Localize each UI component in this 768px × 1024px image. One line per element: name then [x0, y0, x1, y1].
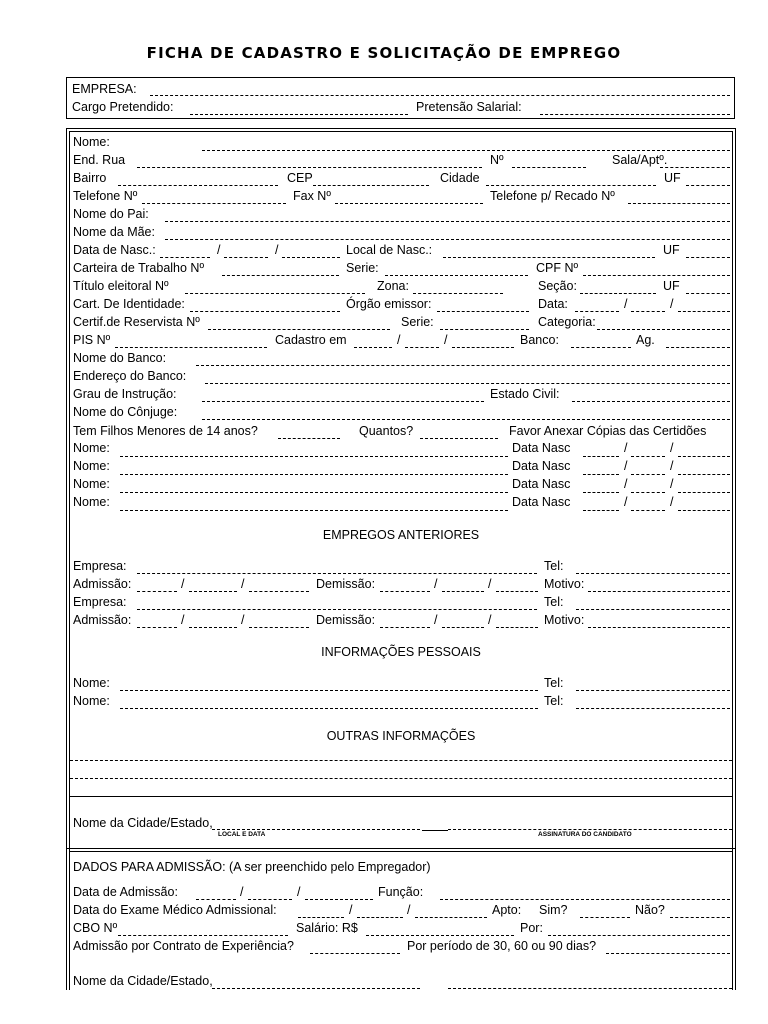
frame-right — [735, 128, 736, 990]
father-name-field[interactable] — [165, 221, 730, 222]
birthplace-label: Local de Nasc.: — [346, 243, 433, 257]
prev-company-phone-field[interactable] — [576, 609, 730, 610]
termination-date-label: Demissão: — [316, 577, 376, 591]
prev-company-phone-field[interactable] — [576, 573, 730, 574]
date-separator: / — [670, 459, 674, 473]
bank-field[interactable] — [571, 347, 631, 348]
hire-month-field[interactable] — [189, 591, 237, 592]
frame-right-inner — [732, 131, 733, 990]
termination-year-field[interactable] — [496, 627, 538, 628]
child-name-field[interactable] — [120, 474, 508, 475]
form-title: FICHA DE CADASTRO E SOLICITAÇÃO DE EMPREGO — [146, 44, 622, 62]
issuing-agency-field[interactable] — [437, 311, 529, 312]
child-name-field[interactable] — [120, 492, 508, 493]
hire-date-label: Admissão: — [73, 577, 132, 591]
candidate-name-field[interactable] — [202, 150, 730, 151]
date-separator: / — [434, 577, 438, 591]
child-birth-label: Data Nasc — [512, 441, 571, 455]
termination-year-field[interactable] — [496, 591, 538, 592]
termination-month-field[interactable] — [442, 591, 484, 592]
date-separator: / — [434, 613, 438, 627]
trial-period-label: Por período de 30, 60 ou 90 dias? — [407, 939, 597, 953]
agency-field[interactable] — [666, 347, 730, 348]
admission-year-field[interactable] — [305, 899, 373, 900]
salary-expectation-field[interactable] — [540, 114, 730, 115]
leaving-reason-field[interactable] — [588, 591, 730, 592]
birth-year-field[interactable] — [282, 257, 340, 258]
leaving-reason-label: Motivo: — [544, 577, 585, 591]
phone-field[interactable] — [142, 203, 286, 204]
reference-phone-label: Tel: — [544, 694, 564, 708]
frame-top — [66, 128, 736, 129]
salary-label: Salário: R$ — [296, 921, 358, 935]
child-birth-month-field[interactable] — [631, 474, 665, 475]
registered-year-field[interactable] — [452, 347, 514, 348]
prev-company-phone-label: Tel: — [544, 595, 564, 609]
voter-zone-field[interactable] — [413, 293, 503, 294]
company-field[interactable] — [150, 95, 730, 96]
identity-card-label: Cart. De Identidade: — [73, 297, 185, 311]
district-field[interactable] — [118, 185, 278, 186]
city-state-label: Nome da Cidade/Estado, — [73, 816, 213, 830]
military-category-label: Categoria: — [538, 315, 596, 329]
cbo-label: CBO Nº — [73, 921, 118, 935]
child-birth-day-field[interactable] — [583, 456, 619, 457]
date-separator: / — [241, 577, 245, 591]
voter-id-label: Título eleitoral Nº — [73, 279, 169, 293]
candidate-name-label: Nome: — [73, 135, 110, 149]
street-field[interactable] — [137, 167, 482, 168]
military-cert-field[interactable] — [208, 329, 390, 330]
reference-name-field[interactable] — [120, 690, 538, 691]
marital-status-label: Estado Civil: — [490, 387, 560, 401]
desired-position-field[interactable] — [190, 114, 408, 115]
child-birth-day-field[interactable] — [583, 474, 619, 475]
issue-day-field[interactable] — [575, 311, 619, 312]
job-function-field[interactable] — [440, 899, 730, 900]
child-name-label: Nome: — [73, 477, 110, 491]
frame-top-inner — [69, 131, 733, 132]
birth-state-field[interactable] — [686, 257, 730, 258]
date-separator: / — [624, 477, 628, 491]
date-separator: / — [488, 613, 492, 627]
fit-yes-field[interactable] — [580, 917, 630, 918]
reference-name-field[interactable] — [120, 708, 538, 709]
date-separator: / — [670, 297, 674, 311]
voter-zone-label: Zona: — [377, 279, 409, 293]
prev-company-label: Empresa: — [73, 559, 127, 573]
work-card-series-label: Serie: — [346, 261, 379, 275]
education-label: Grau de Instrução: — [73, 387, 177, 401]
salary-expectation-label: Pretensão Salarial: — [416, 100, 522, 114]
date-separator: / — [397, 333, 401, 347]
date-separator: / — [624, 441, 628, 455]
message-phone-field[interactable] — [628, 203, 730, 204]
admission-data-heading: DADOS PARA ADMISSÃO: (A ser preenchido pelo Empregador) — [73, 860, 431, 874]
bank-name-field[interactable] — [196, 365, 730, 366]
apartment-field[interactable] — [660, 167, 730, 168]
voter-id-field[interactable] — [185, 293, 365, 294]
date-separator: / — [181, 613, 185, 627]
number-label: Nº — [490, 153, 504, 167]
date-separator: / — [181, 577, 185, 591]
short-rule — [422, 830, 448, 831]
bank-address-label: Endereço do Banco: — [73, 369, 187, 383]
voter-state-label: UF — [663, 279, 680, 293]
child-birth-day-field[interactable] — [583, 510, 619, 511]
hire-year-field[interactable] — [249, 627, 309, 628]
identity-card-field[interactable] — [190, 311, 340, 312]
previous-jobs-heading: EMPREGOS ANTERIORES — [322, 528, 480, 542]
place-date-caption: LOCAL E DATA — [218, 831, 266, 838]
spouse-name-field[interactable] — [202, 419, 730, 420]
candidate-signature-caption: ASSINATURA DO CANDIDATO — [538, 831, 632, 838]
child-name-label: Nome: — [73, 495, 110, 509]
birth-day-field[interactable] — [160, 257, 210, 258]
date-separator: / — [670, 441, 674, 455]
leaving-reason-label: Motivo: — [544, 613, 585, 627]
fit-no-field[interactable] — [670, 917, 730, 918]
salary-field[interactable] — [366, 935, 514, 936]
cpf-label: CPF Nº — [536, 261, 579, 275]
section-divider-inner — [69, 851, 733, 852]
date-separator: / — [241, 613, 245, 627]
education-field[interactable] — [202, 401, 484, 402]
child-birth-month-field[interactable] — [631, 456, 665, 457]
attach-certificates-note: Favor Anexar Cópias das Certidões — [509, 424, 707, 438]
registered-on-label: Cadastro em — [275, 333, 347, 347]
birth-date-label: Data de Nasc.: — [73, 243, 156, 257]
cpf-field[interactable] — [583, 275, 730, 276]
issue-date-label: Data: — [538, 297, 568, 311]
bank-address-field[interactable] — [205, 383, 730, 384]
pis-field[interactable] — [115, 347, 267, 348]
section-divider — [69, 796, 733, 797]
date-separator: / — [670, 495, 674, 509]
termination-day-field[interactable] — [380, 591, 430, 592]
frame-left — [66, 128, 67, 990]
prev-company-phone-label: Tel: — [544, 559, 564, 573]
fax-field[interactable] — [335, 203, 483, 204]
cbo-field[interactable] — [118, 935, 288, 936]
trial-period-field[interactable] — [606, 953, 730, 954]
military-series-field[interactable] — [440, 329, 529, 330]
employer-signature-field[interactable] — [448, 988, 732, 989]
child-birth-month-field[interactable] — [631, 510, 665, 511]
date-separator: / — [444, 333, 448, 347]
date-separator: / — [624, 459, 628, 473]
voter-section-field[interactable] — [580, 293, 656, 294]
hire-month-field[interactable] — [189, 627, 237, 628]
personal-references-heading: INFORMAÇÕES PESSOAIS — [321, 645, 481, 659]
phone-label: Telefone Nº — [73, 189, 138, 203]
termination-day-field[interactable] — [380, 627, 430, 628]
bank-label: Banco: — [520, 333, 559, 347]
marital-status-field[interactable] — [572, 401, 730, 402]
child-name-label: Nome: — [73, 441, 110, 455]
desired-position-label: Cargo Pretendido: — [72, 100, 174, 114]
exam-month-field[interactable] — [357, 917, 403, 918]
zip-label: CEP — [287, 171, 313, 185]
children-answer-field[interactable] — [278, 438, 340, 439]
city-label: Cidade — [440, 171, 480, 185]
other-info-line[interactable] — [70, 778, 732, 779]
fit-label: Apto: — [492, 903, 522, 917]
city-date-field[interactable] — [212, 829, 420, 830]
work-card-series-field[interactable] — [385, 275, 528, 276]
how-many-label: Quantos? — [359, 424, 414, 438]
date-separator: / — [275, 243, 279, 257]
salary-per-field[interactable] — [548, 935, 730, 936]
date-separator: / — [624, 297, 628, 311]
trial-contract-field[interactable] — [310, 953, 400, 954]
number-field[interactable] — [512, 167, 586, 168]
children-question-label: Tem Filhos Menores de 14 anos? — [73, 424, 258, 438]
exam-day-field[interactable] — [298, 917, 344, 918]
military-category-field[interactable] — [597, 329, 730, 330]
child-birth-label: Data Nasc — [512, 477, 571, 491]
employer-city-state-label: Nome da Cidade/Estado, — [73, 974, 213, 988]
section-divider — [66, 848, 736, 849]
date-separator: / — [624, 495, 628, 509]
state-field[interactable] — [686, 185, 730, 186]
registered-day-field[interactable] — [354, 347, 392, 348]
salary-per-label: Por: — [520, 921, 543, 935]
birth-month-field[interactable] — [224, 257, 268, 258]
mother-name-label: Nome da Mãe: — [73, 225, 155, 239]
leaving-reason-field[interactable] — [588, 627, 730, 628]
issuing-agency-label: Órgão emissor: — [346, 297, 432, 311]
date-separator: / — [349, 903, 353, 917]
date-separator: / — [297, 885, 301, 899]
reference-name-label: Nome: — [73, 676, 110, 690]
child-birth-year-field[interactable] — [678, 474, 730, 475]
street-label: End. Rua — [73, 153, 126, 167]
frame-left-inner — [69, 131, 70, 990]
hire-date-label: Admissão: — [73, 613, 132, 627]
voter-state-field[interactable] — [686, 293, 730, 294]
apartment-label: Sala/Aptº. — [612, 153, 668, 167]
child-birth-year-field[interactable] — [678, 492, 730, 493]
work-card-field[interactable] — [222, 275, 339, 276]
reference-phone-field[interactable] — [576, 690, 730, 691]
child-birth-month-field[interactable] — [631, 492, 665, 493]
trial-contract-label: Admissão por Contrato de Experiência? — [73, 939, 294, 953]
employer-city-date-field[interactable] — [212, 988, 420, 989]
fit-no-label: Não? — [635, 903, 665, 917]
birthplace-field[interactable] — [443, 257, 655, 258]
termination-month-field[interactable] — [442, 627, 484, 628]
hire-year-field[interactable] — [249, 591, 309, 592]
father-name-label: Nome do Pai: — [73, 207, 149, 221]
military-series-label: Serie: — [401, 315, 434, 329]
medical-exam-label: Data do Exame Médico Admissional: — [73, 903, 277, 917]
voter-section-label: Seção: — [538, 279, 577, 293]
child-birth-day-field[interactable] — [583, 492, 619, 493]
state-label: UF — [664, 171, 681, 185]
child-birth-year-field[interactable] — [678, 456, 730, 457]
issue-month-field[interactable] — [631, 311, 665, 312]
military-cert-label: Certif.de Reservista Nº — [73, 315, 200, 329]
hire-day-field[interactable] — [137, 591, 177, 592]
company-label: EMPRESA: — [72, 82, 137, 96]
issue-year-field[interactable] — [678, 311, 730, 312]
admission-date-label: Data de Admissão: — [73, 885, 178, 899]
agency-label: Ag. — [636, 333, 655, 347]
zip-field[interactable] — [313, 185, 429, 186]
city-field[interactable] — [486, 185, 656, 186]
other-info-line[interactable] — [70, 760, 732, 761]
date-separator: / — [240, 885, 244, 899]
child-name-field[interactable] — [120, 510, 508, 511]
prev-company-field[interactable] — [137, 573, 537, 574]
fax-label: Fax Nº — [293, 189, 331, 203]
date-separator: / — [217, 243, 221, 257]
pis-label: PIS Nº — [73, 333, 111, 347]
admission-day-field[interactable] — [196, 899, 236, 900]
child-birth-label: Data Nasc — [512, 459, 571, 473]
district-label: Bairro — [73, 171, 107, 185]
prev-company-label: Empresa: — [73, 595, 127, 609]
birth-state-label: UF — [663, 243, 680, 257]
child-name-field[interactable] — [120, 456, 508, 457]
job-function-label: Função: — [378, 885, 424, 899]
child-birth-label: Data Nasc — [512, 495, 571, 509]
candidate-signature-field[interactable] — [448, 829, 732, 830]
reference-name-label: Nome: — [73, 694, 110, 708]
message-phone-label: Telefone p/ Recado Nº — [490, 189, 615, 203]
admission-month-field[interactable] — [248, 899, 292, 900]
date-separator: / — [488, 577, 492, 591]
child-birth-year-field[interactable] — [678, 510, 730, 511]
termination-date-label: Demissão: — [316, 613, 376, 627]
how-many-field[interactable] — [420, 438, 498, 439]
date-separator: / — [670, 477, 674, 491]
reference-phone-label: Tel: — [544, 676, 564, 690]
registered-month-field[interactable] — [405, 347, 439, 348]
hire-day-field[interactable] — [137, 627, 177, 628]
child-name-label: Nome: — [73, 459, 110, 473]
bank-name-label: Nome do Banco: — [73, 351, 167, 365]
reference-phone-field[interactable] — [576, 708, 730, 709]
exam-year-field[interactable] — [415, 917, 487, 918]
other-info-heading: OUTRAS INFORMAÇÕES — [326, 729, 476, 743]
prev-company-field[interactable] — [137, 609, 537, 610]
mother-name-field[interactable] — [165, 239, 730, 240]
spouse-name-label: Nome do Cônjuge: — [73, 405, 178, 419]
date-separator: / — [407, 903, 411, 917]
work-card-label: Carteira de Trabalho Nº — [73, 261, 205, 275]
fit-yes-label: Sim? — [539, 903, 568, 917]
